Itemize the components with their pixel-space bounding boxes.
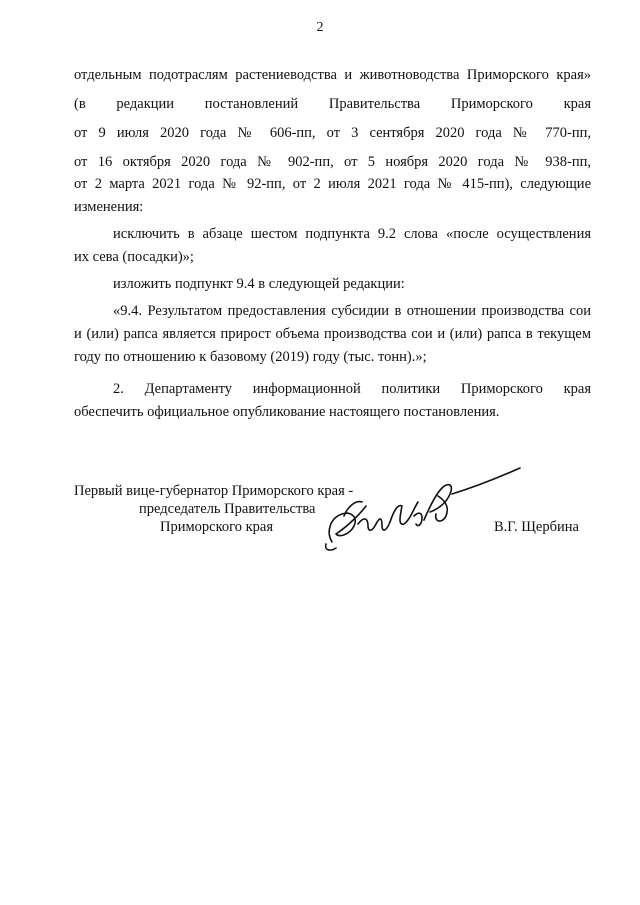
body-line: исключить в абзаце шестом подпункта 9.2 слова «после осуществления (113, 226, 591, 242)
body-line: и (или) рапса является прирост объема производства сои и (или) рапса в текущем (74, 326, 591, 342)
body-line: от 2 марта 2021 года № 92-пп, от 2 июля 2021 года № 415-пп), следующие (74, 176, 591, 192)
body-line: «9.4. Результатом предоставления субсидии в отношении производства сои (113, 303, 591, 319)
body-line: их сева (посадки)»; (74, 249, 194, 265)
signer-name: В.Г. Щербина (494, 519, 579, 535)
body-line: от 9 июля 2020 года № 606-пп, от 3 сентября 2020 года № 770-пп, (74, 125, 591, 141)
page-number: 2 (316, 20, 324, 35)
body-line: изменения: (74, 199, 144, 215)
body-line: от 16 октября 2020 года № 902-пп, от 5 ноября 2020 года № 938-пп, (74, 154, 591, 170)
signer-title-line: Приморского края (160, 519, 274, 535)
body-line: отдельным подотраслям растениеводства и животноводства Приморского края» (74, 67, 591, 83)
handwritten-signature (318, 466, 528, 556)
signer-title-line: председатель Правительства (139, 501, 316, 517)
body-line: (в редакции постановлений Правительства Приморского края (74, 96, 591, 112)
signer-title-line: Первый вице-губернатор Приморского края - (74, 483, 354, 499)
body-line: году по отношению к базовому (2019) году (тыс. тонн).»; (74, 349, 427, 365)
body-line: обеспечить официальное опубликование настоящего постановления. (74, 404, 500, 420)
body-line: 2. Департаменту информационной политики Приморского края (113, 381, 591, 397)
body-line: изложить подпункт 9.4 в следующей редакции: (113, 276, 405, 292)
